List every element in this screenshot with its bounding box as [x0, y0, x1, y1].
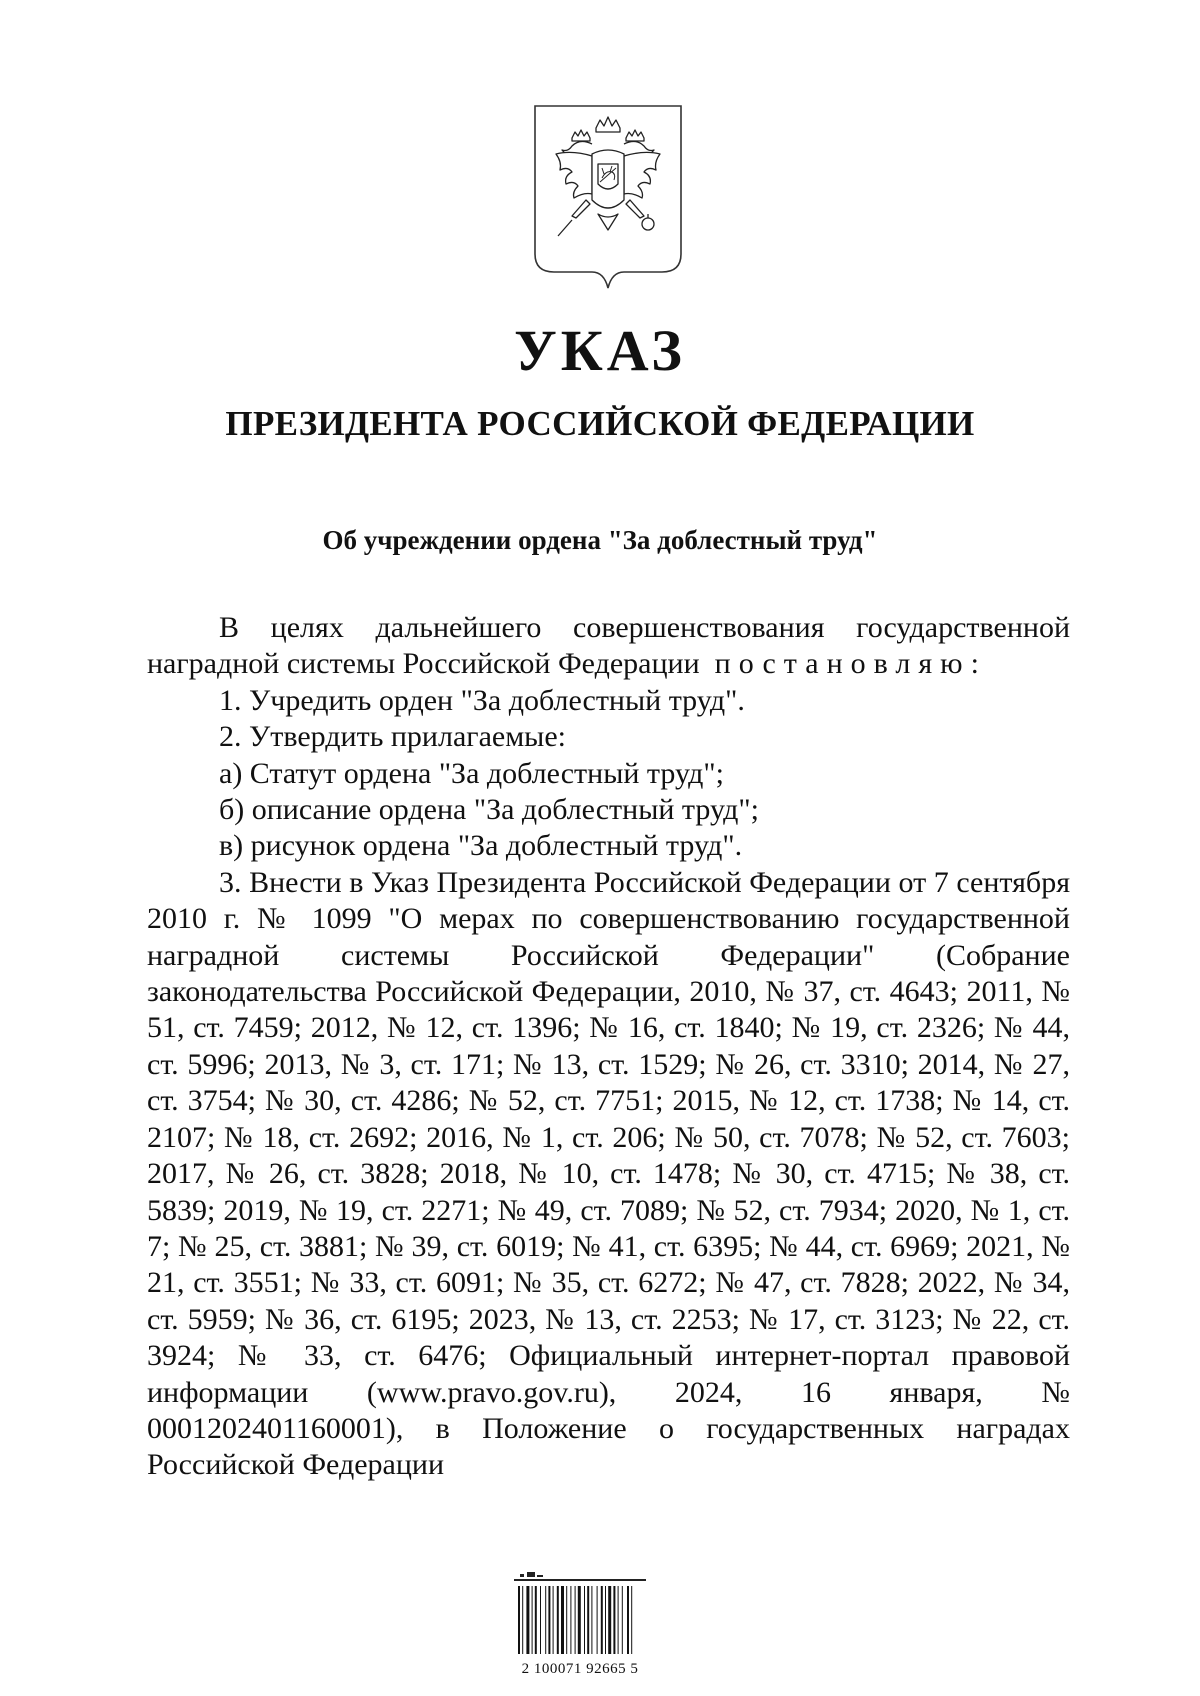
item-3: 3. Внести в Указ Президента Российской Федерации от 7 сентября 2010 г. № 1099 "О мерах по совершенствованию государственной наградной системы Российской Федерации" (Собрание законодательства Российской Федерации, 2010, № 37, ст. 4643; 2011, № 51, ст. 7459; 2012, № 12, ст. 1396; № 16, ст. 1840; № 19, ст. 2326; № 44, ст. 5996; 2013, № 3, ст. 171; № 13, ст. 1529; № 26, ст. 3310; 2014, № 27, ст. 3754; № 30, ст. 4286; № 52, ст. 7751; 2015, № 12, ст. 1738; № 14, ст. 2107; № 18, ст. 2692; 2016, № 1, ст. 206; № 50, ст. 7078; № 52, ст. 7603; 2017, № 26, ст. 3828; 2018, № 10, ст. 1478; № 30, ст. 4715; № 38, ст. 5839; 2019, № 19, ст. 2271; № 49, ст. 7089; № 52, ст. 7934; 2020, № 1, ст. 7; № 25, ст. 3881; № 39, ст. 6019; № 41, ст. 6395; № 44, ст. 6969; 2021, № 21, ст. 3551; № 33, ст. 6091; № 35, ст. 6272; № 47, ст. 7828; 2022, № 34, ст. 5959; № 36, ст. 6195; 2023, № 13, ст. 2253; № 17, ст. 3123; № 22, ст. 3924; № 33, ст. 6476; Официальный интернет-портал правовой информации (www.pravo.gov.ru), 2024, 16 января, № 0001202401160001), в Положение о государственных наградах Российской Федерации	[147, 865, 1070, 1482]
barcode-number: 2 100071 92665 5	[521, 1661, 639, 1677]
coat-of-arms-icon	[532, 104, 684, 290]
document-heading: Об учреждении ордена "За доблестный труд"	[322, 525, 878, 555]
barcode-icon	[500, 1572, 660, 1658]
intro-line-1: В целях дальнейшего совершенствования государственной	[219, 611, 1070, 644]
item-2: 2. Утвердить прилагаемые:	[219, 720, 566, 754]
item-2c: в) рисунок ордена "За доблестный труд".	[219, 829, 743, 863]
document-subtitle: ПРЕЗИДЕНТА РОССИЙСКОЙ ФЕДЕРАЦИИ	[225, 404, 975, 443]
item-1: 1. Учредить орден "За доблестный труд".	[219, 683, 745, 717]
item-2b: б) описание ордена "За доблестный труд";	[219, 793, 759, 827]
intro-decree-verb: постановляю:	[714, 647, 987, 681]
item-2a: а) Статут ордена "За доблестный труд";	[219, 756, 724, 790]
document-title: УКАЗ	[514, 318, 686, 383]
intro-line-2-text: наградной системы Российской Федерации	[147, 647, 700, 681]
document-body	[147, 610, 1070, 1484]
intro-line-2	[147, 646, 1070, 682]
barcode	[500, 1572, 660, 1682]
